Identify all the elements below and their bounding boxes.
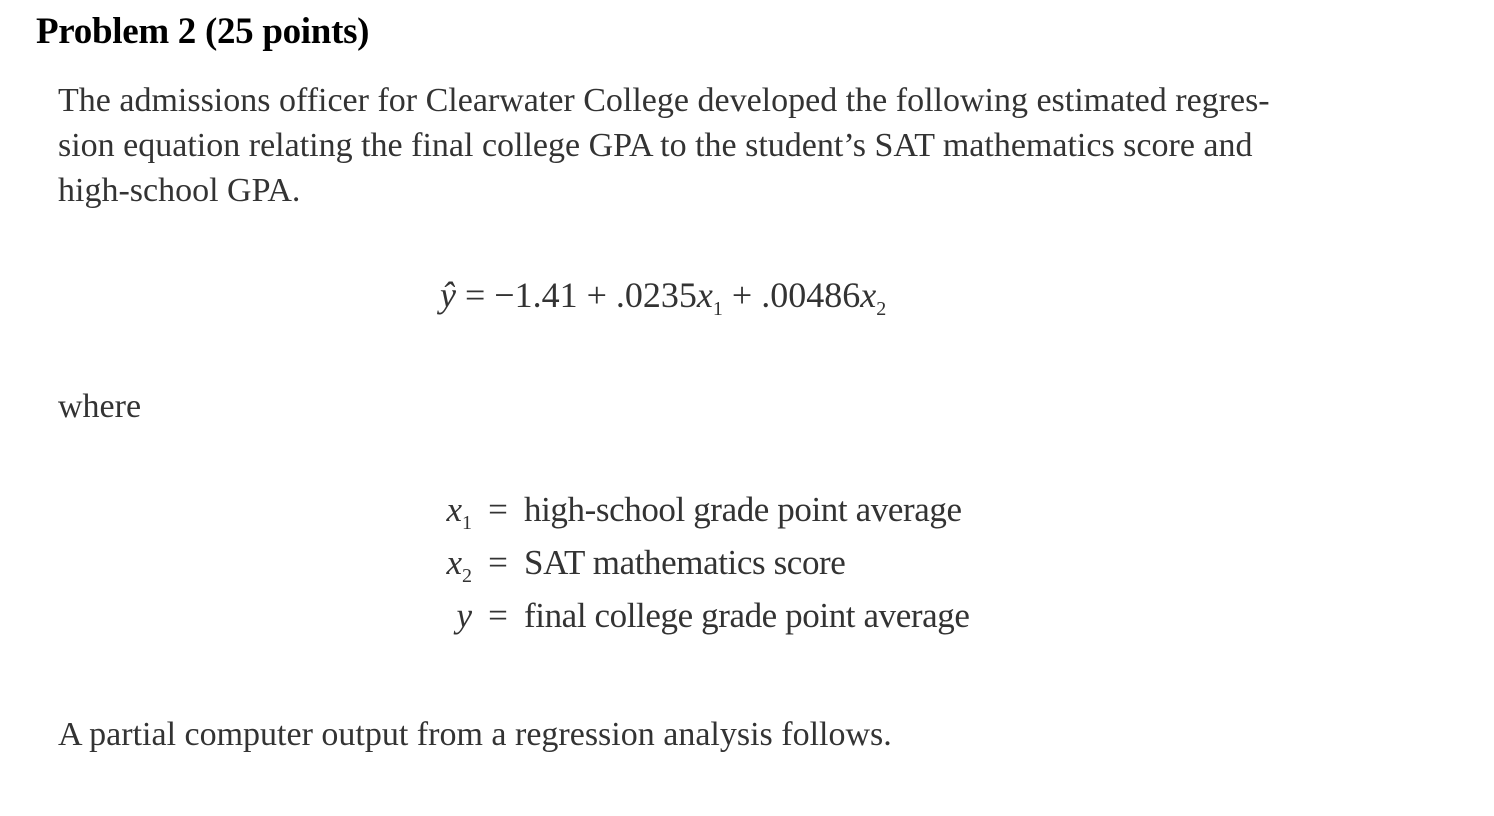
definition-variable <box>420 490 472 534</box>
equation-equals: = <box>464 275 486 315</box>
equation-sub-2: 2 <box>876 298 887 320</box>
definition-equals: = <box>488 596 508 635</box>
where-label: where <box>58 388 142 425</box>
definition-text: final college grade point average <box>524 596 970 635</box>
definition-variable <box>420 543 472 587</box>
intro-line-3: high-school GPA. <box>58 172 301 209</box>
equation-coef-1: .0235 <box>615 275 697 315</box>
definition-row <box>420 543 969 596</box>
definition-var-subscript: 2 <box>462 565 472 587</box>
intro-line-2: sion equation relating the final college GPA to the student’s SAT mathematics score and <box>58 127 1253 164</box>
regression-equation <box>440 274 887 320</box>
definition-row <box>420 596 969 649</box>
definition-equals: = <box>488 490 508 529</box>
definition-var-subscript: 1 <box>462 512 472 534</box>
equation-sub-1: 1 <box>712 298 723 320</box>
closing-sentence: A partial computer output from a regression analysis follows. <box>58 716 892 753</box>
intro-paragraph <box>58 78 1270 213</box>
equation-intercept: −1.41 <box>494 275 578 315</box>
definition-equals: = <box>488 543 508 582</box>
equation-plus-2: + <box>731 275 753 315</box>
definition-var-symbol: y <box>456 596 472 635</box>
equation-var-1: x <box>696 275 713 315</box>
equation-var-2: x <box>860 275 877 315</box>
equation-lhs: ŷ <box>440 275 456 315</box>
definition-var-symbol: x <box>446 490 462 529</box>
definition-row <box>420 490 969 543</box>
equation-coef-2: .00486 <box>761 275 861 315</box>
definition-text: high-school grade point average <box>524 490 962 529</box>
definition-variable <box>420 596 472 636</box>
definition-var-symbol: x <box>446 543 462 582</box>
intro-line-1: The admissions officer for Clearwater College developed the following estimated regres- <box>58 82 1270 119</box>
equation-plus-1: + <box>586 275 607 315</box>
problem-heading: Problem 2 (25 points) <box>36 11 370 52</box>
variable-definitions <box>420 490 969 649</box>
definition-text: SAT mathematics score <box>524 543 846 582</box>
